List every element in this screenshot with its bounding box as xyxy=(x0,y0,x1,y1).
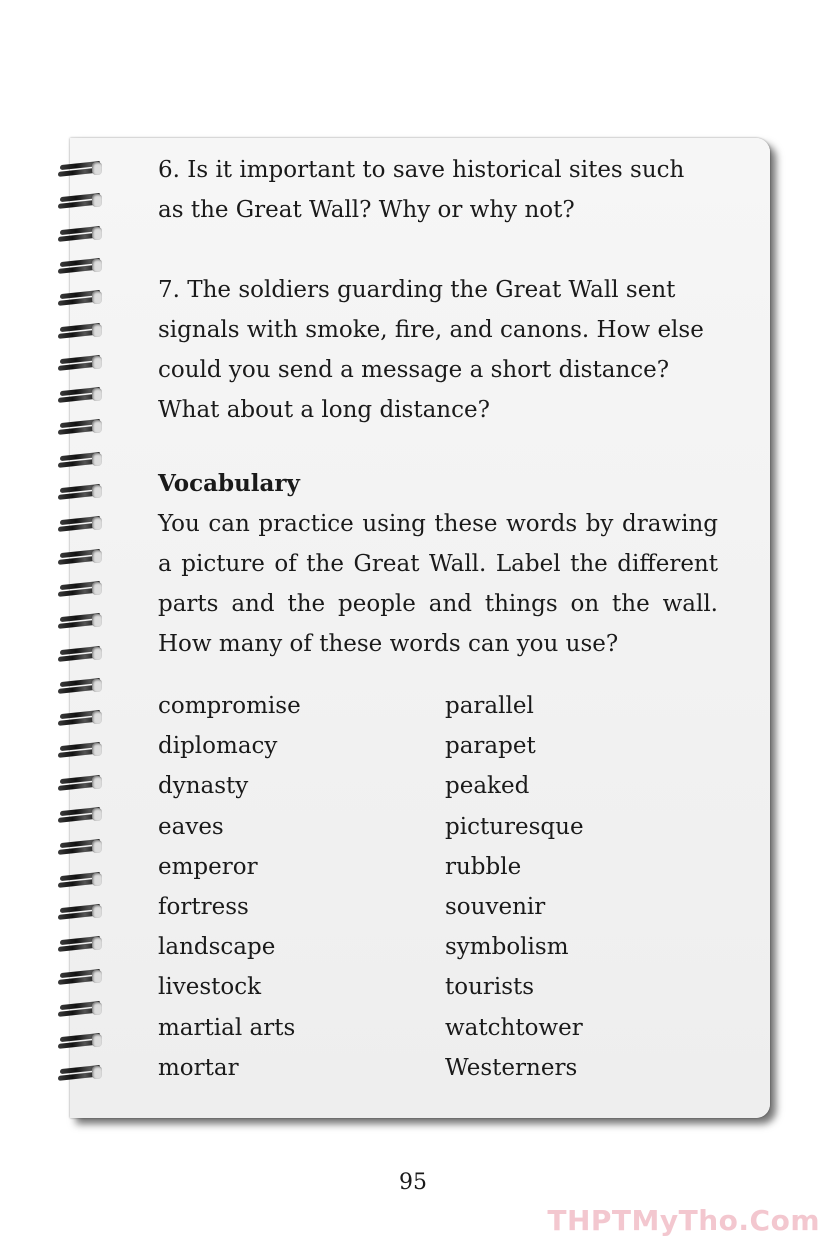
vocabulary-word: parapet xyxy=(445,733,536,760)
spiral-ring xyxy=(56,774,102,791)
vocabulary-word: souvenir xyxy=(445,894,546,921)
vocabulary-word: tourists xyxy=(445,974,535,1001)
page-content xyxy=(158,150,728,664)
vocabulary-word: picturesque xyxy=(445,813,584,840)
spiral-ring xyxy=(56,871,102,888)
vocabulary-heading: Vocabulary xyxy=(158,470,300,497)
vocabulary-word: dynasty xyxy=(158,773,249,800)
spiral-ring xyxy=(56,354,102,371)
spiral-ring xyxy=(56,580,102,597)
vocabulary-word: mortar xyxy=(158,1054,239,1081)
watermark: THPTMyTho.Com xyxy=(547,1204,820,1237)
spiral-ring xyxy=(56,645,102,662)
spiral-ring xyxy=(56,225,102,242)
vocabulary-word: landscape xyxy=(158,934,276,961)
spiral-ring xyxy=(56,1064,102,1081)
vocabulary-word: eaves xyxy=(158,813,224,840)
spiral-ring xyxy=(56,612,102,629)
spiral-ring xyxy=(56,192,102,209)
vocabulary-word: compromise xyxy=(158,693,301,719)
spiral-ring xyxy=(56,838,102,855)
spiral-ring xyxy=(56,515,102,532)
spiral-ring xyxy=(56,160,102,177)
spiral-ring xyxy=(56,741,102,758)
spiral-ring xyxy=(56,709,102,726)
vocabulary-column-left xyxy=(158,686,301,1088)
vocabulary-word: watchtower xyxy=(445,1014,583,1041)
vocabulary-word: parallel xyxy=(445,693,534,719)
spiral-ring xyxy=(56,677,102,694)
spiral-ring xyxy=(56,451,102,468)
question-7: 7. The soldiers guarding the Great Wall sent signals with smoke, fire, and canons. How else could you send a message a short distance? What about a long distance? xyxy=(158,277,704,423)
vocabulary-intro: You can practice using these words by drawing a picture of the Great Wall. Label the different parts and the people and things on the wall. How many of these words can you use? xyxy=(158,511,718,657)
spiral-ring xyxy=(56,935,102,952)
spiral-ring xyxy=(56,548,102,565)
vocabulary-word: martial arts xyxy=(158,1014,296,1041)
vocabulary-word: diplomacy xyxy=(158,733,278,760)
question-6: 6. Is it important to save historical sites such as the Great Wall? Why or why not? xyxy=(158,157,685,223)
page-number: 95 xyxy=(399,1170,427,1195)
vocabulary-word: Westerners xyxy=(445,1054,578,1081)
vocabulary-column-right xyxy=(445,686,584,1088)
spiral-ring xyxy=(56,968,102,985)
spiral-ring xyxy=(56,483,102,500)
vocabulary-word: fortress xyxy=(158,894,249,921)
spiral-ring xyxy=(56,257,102,274)
spiral-ring xyxy=(56,386,102,403)
spiral-ring xyxy=(56,289,102,306)
spiral-ring xyxy=(56,322,102,339)
vocabulary-word: rubble xyxy=(445,853,522,880)
vocabulary-word: livestock xyxy=(158,974,262,1001)
spiral-ring xyxy=(56,806,102,823)
spiral-ring xyxy=(56,1032,102,1049)
spiral-ring xyxy=(56,1000,102,1017)
spiral-ring xyxy=(56,903,102,920)
vocabulary-word: symbolism xyxy=(445,934,569,961)
spiral-ring xyxy=(56,418,102,435)
vocabulary-word: emperor xyxy=(158,853,258,880)
vocabulary-word: peaked xyxy=(445,773,530,800)
